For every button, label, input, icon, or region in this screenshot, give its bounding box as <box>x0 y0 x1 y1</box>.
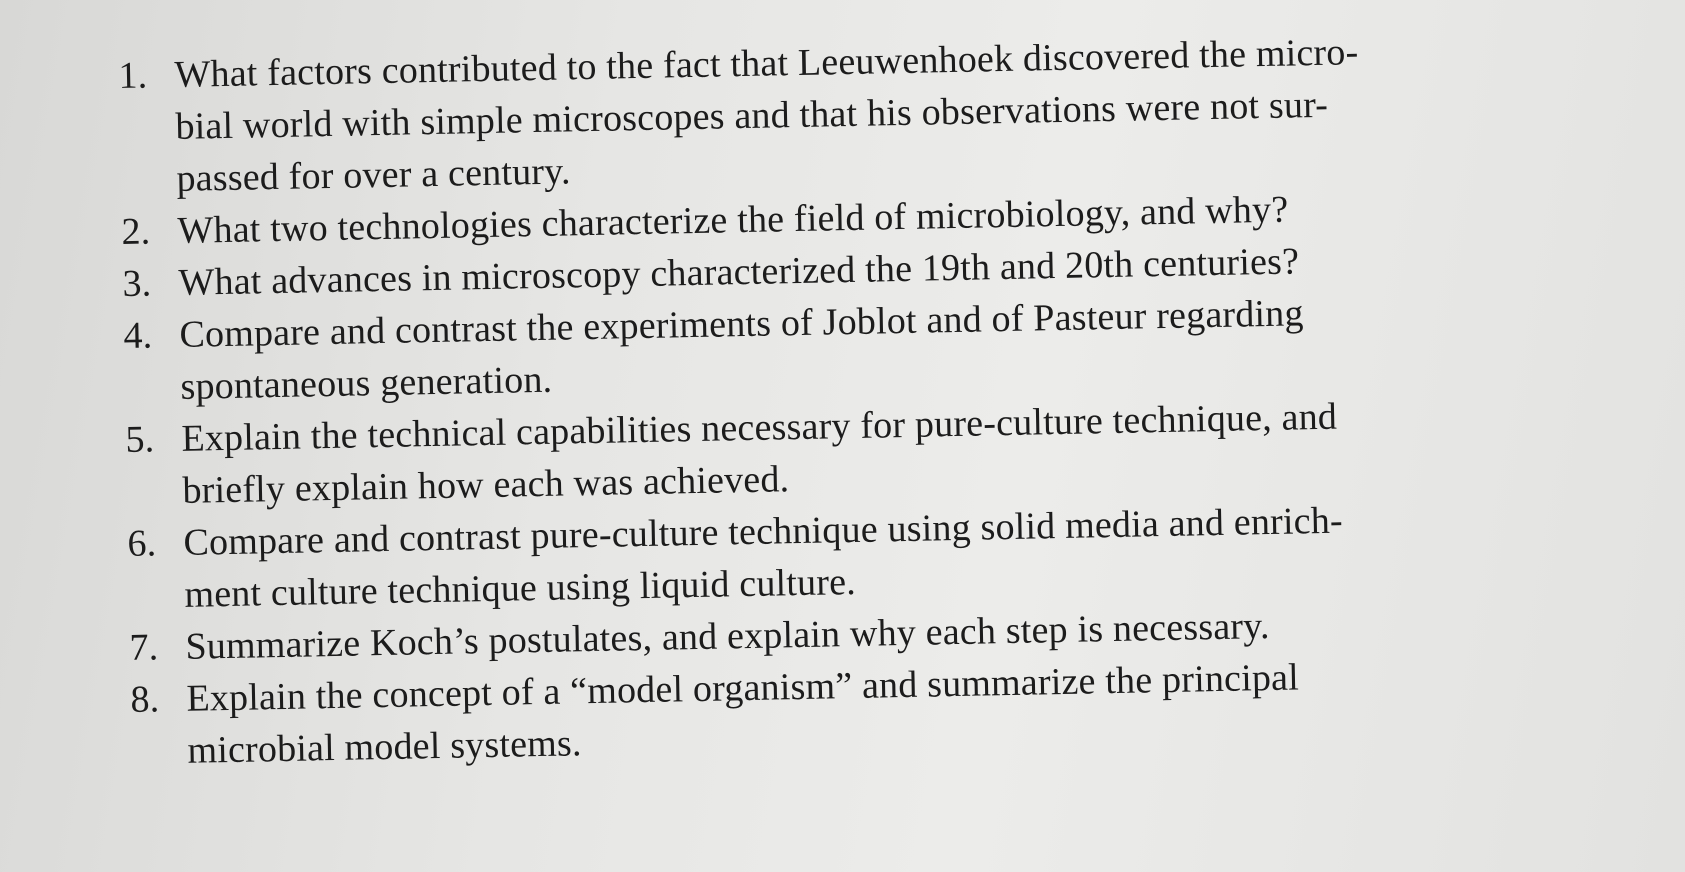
question-line: Explain the concept of a “model organism” and summarize the principal <box>186 656 1300 720</box>
question-line: Compare and contrast the experiments of Joblot and of Pasteur regarding <box>179 292 1305 356</box>
question-text <box>174 22 1571 205</box>
question-line: spontaneous generation. <box>180 358 553 408</box>
question-line: bial world with simple microscopes and that his observations were not sur- <box>175 83 1329 148</box>
question-line: ment culture technique using liquid culture. <box>184 560 857 616</box>
question-number: 1. <box>118 54 148 97</box>
question-line: microbial model systems. <box>187 722 583 772</box>
review-questions-list <box>118 22 1582 778</box>
question-number: 3. <box>122 262 152 305</box>
question-number: 8. <box>130 678 160 721</box>
question-number: 2. <box>121 210 151 253</box>
question-line: What advances in microscopy characterized the 19th and 20th centuries? <box>178 240 1300 304</box>
question-line: Compare and contrast pure-culture technique using solid media and enrich- <box>183 499 1344 564</box>
question-line: passed for over a century. <box>176 150 572 200</box>
question-line: What two technologies characterize the field of microbiology, and why? <box>177 188 1289 252</box>
question-number: 7. <box>129 626 159 669</box>
question-line: Explain the technical capabilities necessary for pure-culture technique, and <box>181 395 1338 460</box>
question-number: 4. <box>123 314 153 357</box>
question-line: Summarize Koch’s postulates, and explain why each step is necessary. <box>185 605 1271 668</box>
question-item-1 <box>118 22 1571 206</box>
question-number: 5. <box>125 418 155 461</box>
question-line: briefly explain how each was achieved. <box>182 458 790 512</box>
question-line: What factors contributed to the fact that Leeuwenhoek discovered the micro- <box>174 31 1359 96</box>
question-number: 6. <box>127 522 157 565</box>
